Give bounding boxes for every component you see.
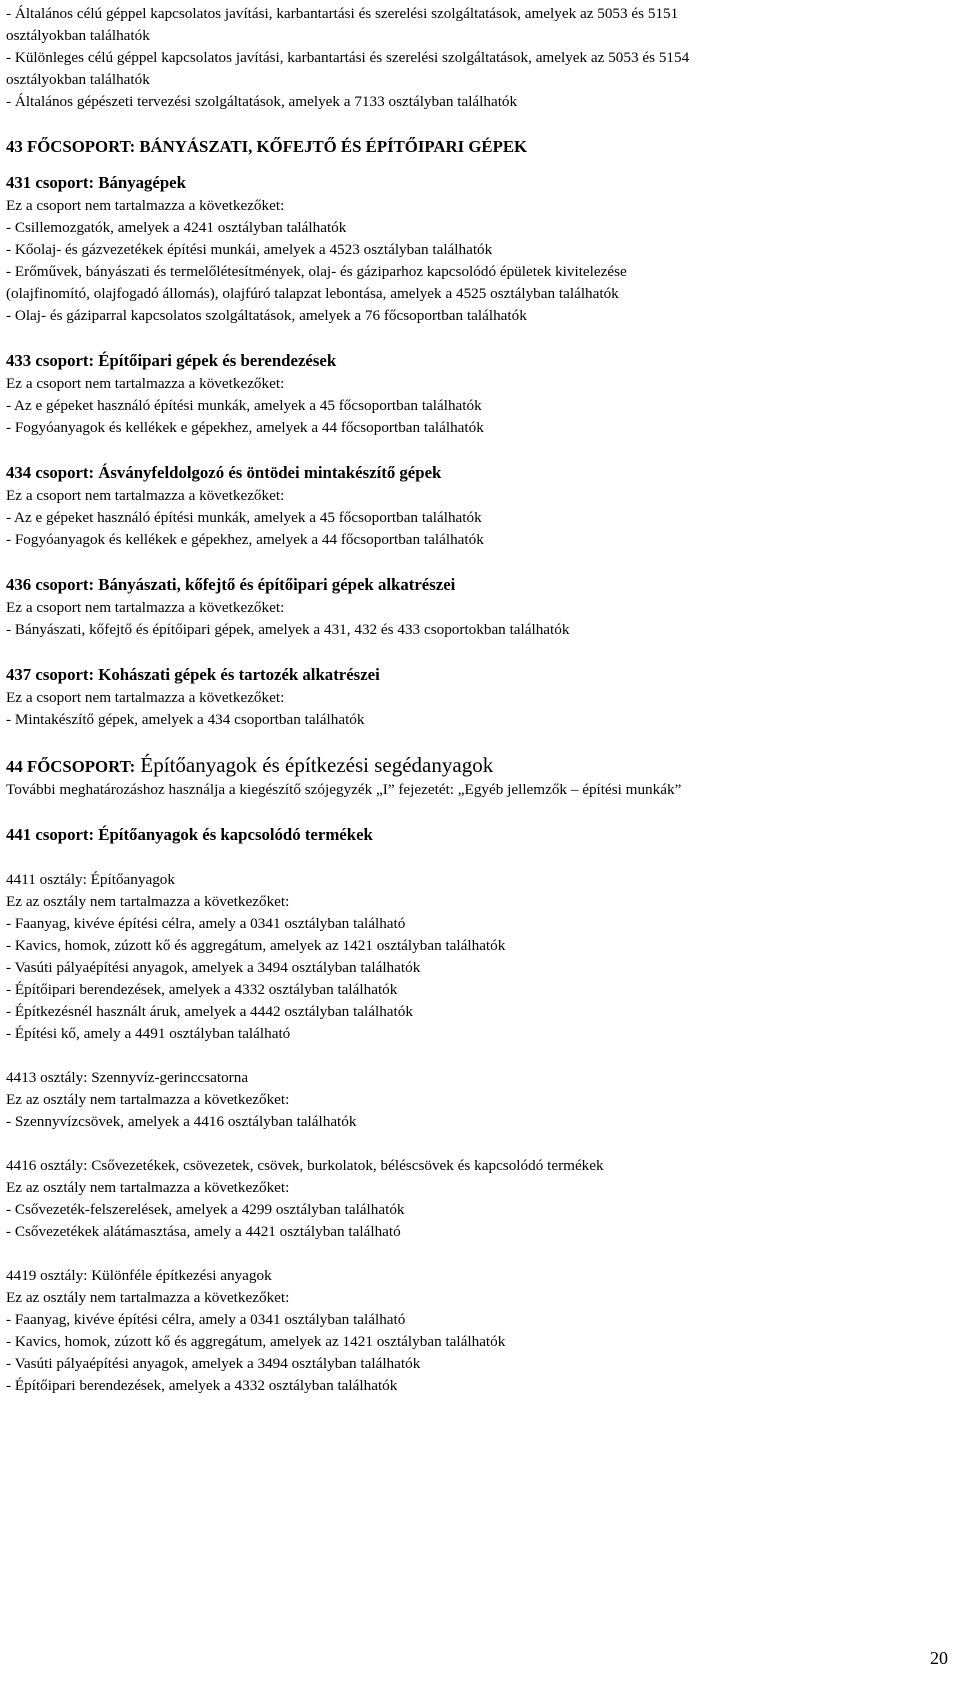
list-item: Ez a csoport nem tartalmazza a következőket: xyxy=(6,487,285,504)
list-item: Ez az osztály nem tartalmazza a következőket: xyxy=(6,1091,290,1108)
list-item: - Különleges célú géppel kapcsolatos javítási, karbantartási és szerelési szolgáltatások, amelyek az 5053 és 5154 xyxy=(6,49,690,66)
group-433-title: 433 csoport: Építőipari gépek és berendezések xyxy=(6,351,337,370)
list-item: Ez a csoport nem tartalmazza a következőket: xyxy=(6,689,285,706)
class-4416 xyxy=(6,1155,954,1243)
list-item: - Bányászati, kőfejtő és építőipari gépek, amelyek a 431, 432 és 433 csoportokban találhatók xyxy=(6,621,570,638)
list-item: - Fogyóanyagok és kellékek e gépekhez, amelyek a 44 főcsoportban találhatók xyxy=(6,531,484,548)
list-item: (olajfinomító, olajfogadó állomás), olajfúró talapzat lebontása, amelyek a 4525 osztályban találhatók xyxy=(6,285,619,302)
list-item: - Vasúti pályaépítési anyagok, amelyek a 3494 osztályban találhatók xyxy=(6,959,421,976)
class-4411 xyxy=(6,869,954,1045)
list-item: - Kőolaj- és gázvezetékek építési munkái, amelyek a 4523 osztályban találhatók xyxy=(6,241,493,258)
main-group-44-title xyxy=(6,753,954,779)
list-item: - Az e gépeket használó építési munkák, amelyek a 45 főcsoportban találhatók xyxy=(6,397,482,414)
group-441-title: 441 csoport: Építőanyagok és kapcsolódó termékek xyxy=(6,825,373,844)
class-4416-title: 4416 osztály: Csővezetékek, csövezetek, csövek, burkolatok, béléscsövek és kapcsolódó termékek xyxy=(6,1157,604,1174)
list-item: - Építőipari berendezések, amelyek a 4332 osztályban találhatók xyxy=(6,1377,398,1394)
list-item: Ez a csoport nem tartalmazza a következőket: xyxy=(6,599,285,616)
list-item: Ez az osztály nem tartalmazza a következőket: xyxy=(6,1289,290,1306)
main-group-43-title: 43 FŐCSOPORT: BÁNYÁSZATI, KŐFEJTŐ ÉS ÉPÍTŐIPARI GÉPEK xyxy=(6,137,528,156)
list-item: - Erőművek, bányászati és termelőlétesítmények, olaj- és gáziparhoz kapcsolódó épületek kivitelezése xyxy=(6,263,627,280)
list-item: - Olaj- és gáziparral kapcsolatos szolgáltatások, amelyek a 76 főcsoportban találhatók xyxy=(6,307,527,324)
list-item: - Építkezésnél használt áruk, amelyek a 4442 osztályban találhatók xyxy=(6,1003,413,1020)
list-item: Ez a csoport nem tartalmazza a következőket: xyxy=(6,197,285,214)
document-page xyxy=(6,3,954,1397)
group-434-title: 434 csoport: Ásványfeldolgozó és öntödei mintakészítő gépek xyxy=(6,463,442,482)
list-item: - Vasúti pályaépítési anyagok, amelyek a 3494 osztályban találhatók xyxy=(6,1355,421,1372)
list-item: Ez a csoport nem tartalmazza a következőket: xyxy=(6,375,285,392)
list-item: - Fogyóanyagok és kellékek e gépekhez, amelyek a 44 főcsoportban találhatók xyxy=(6,419,484,436)
main-group-44-note: További meghatározáshoz használja a kiegészítő szójegyzék „I” fejezetét: „Egyéb jellemzők – építési munkák” xyxy=(6,781,682,798)
group-431 xyxy=(6,171,954,327)
list-item: - Csővezeték-felszerelések, amelyek a 4299 osztályban találhatók xyxy=(6,1201,405,1218)
list-item: osztályokban találhatók xyxy=(6,71,150,88)
list-item: - Kavics, homok, zúzott kő és aggregátum, amelyek az 1421 osztályban találhatók xyxy=(6,937,506,954)
list-item: Ez az osztály nem tartalmazza a következőket: xyxy=(6,893,290,910)
class-4413-title: 4413 osztály: Szennyvíz-gerinccsatorna xyxy=(6,1069,249,1086)
main-group-44 xyxy=(6,753,954,801)
intro-list xyxy=(6,3,954,113)
group-433 xyxy=(6,349,954,439)
list-item: - Faanyag, kivéve építési célra, amely a 0341 osztályban található xyxy=(6,915,406,932)
group-437-title: 437 csoport: Kohászati gépek és tartozék alkatrészei xyxy=(6,665,380,684)
class-4419 xyxy=(6,1265,954,1397)
list-item: - Csővezetékek alátámasztása, amely a 4421 osztályban található xyxy=(6,1223,401,1240)
list-item: - Csillemozgatók, amelyek a 4241 osztályban találhatók xyxy=(6,219,347,236)
list-item: Ez az osztály nem tartalmazza a következőket: xyxy=(6,1179,290,1196)
class-4419-title: 4419 osztály: Különféle építkezési anyagok xyxy=(6,1267,272,1284)
list-item: - Mintakészítő gépek, amelyek a 434 csoportban találhatók xyxy=(6,711,365,728)
group-436-title: 436 csoport: Bányászati, kőfejtő és építőipari gépek alkatrészei xyxy=(6,575,456,594)
list-item: - Általános célú géppel kapcsolatos javítási, karbantartási és szerelési szolgáltatások, amelyek az 5053 és 5151 xyxy=(6,5,679,22)
list-item: osztályokban találhatók xyxy=(6,27,150,44)
group-436 xyxy=(6,573,954,641)
list-item: - Szennyvízcsövek, amelyek a 4416 osztályban találhatók xyxy=(6,1113,357,1130)
list-item: - Faanyag, kivéve építési célra, amely a 0341 osztályban található xyxy=(6,1311,406,1328)
main-group-44-name: Építőanyagok és építkezési segédanyagok xyxy=(135,753,494,777)
list-item: - Kavics, homok, zúzott kő és aggregátum, amelyek az 1421 osztályban találhatók xyxy=(6,1333,506,1350)
group-437 xyxy=(6,663,954,731)
group-431-title: 431 csoport: Bányagépek xyxy=(6,173,186,192)
list-item: - Az e gépeket használó építési munkák, amelyek a 45 főcsoportban találhatók xyxy=(6,509,482,526)
group-434 xyxy=(6,461,954,551)
page-number: 20 xyxy=(930,1648,948,1668)
class-4413 xyxy=(6,1067,954,1133)
list-item: - Építőipari berendezések, amelyek a 4332 osztályban találhatók xyxy=(6,981,398,998)
class-4411-title: 4411 osztály: Építőanyagok xyxy=(6,871,175,888)
list-item: - Általános gépészeti tervezési szolgáltatások, amelyek a 7133 osztályban találhatók xyxy=(6,93,518,110)
list-item: - Építési kő, amely a 4491 osztályban található xyxy=(6,1025,291,1042)
main-group-44-prefix: 44 FŐCSOPORT: xyxy=(6,757,136,776)
